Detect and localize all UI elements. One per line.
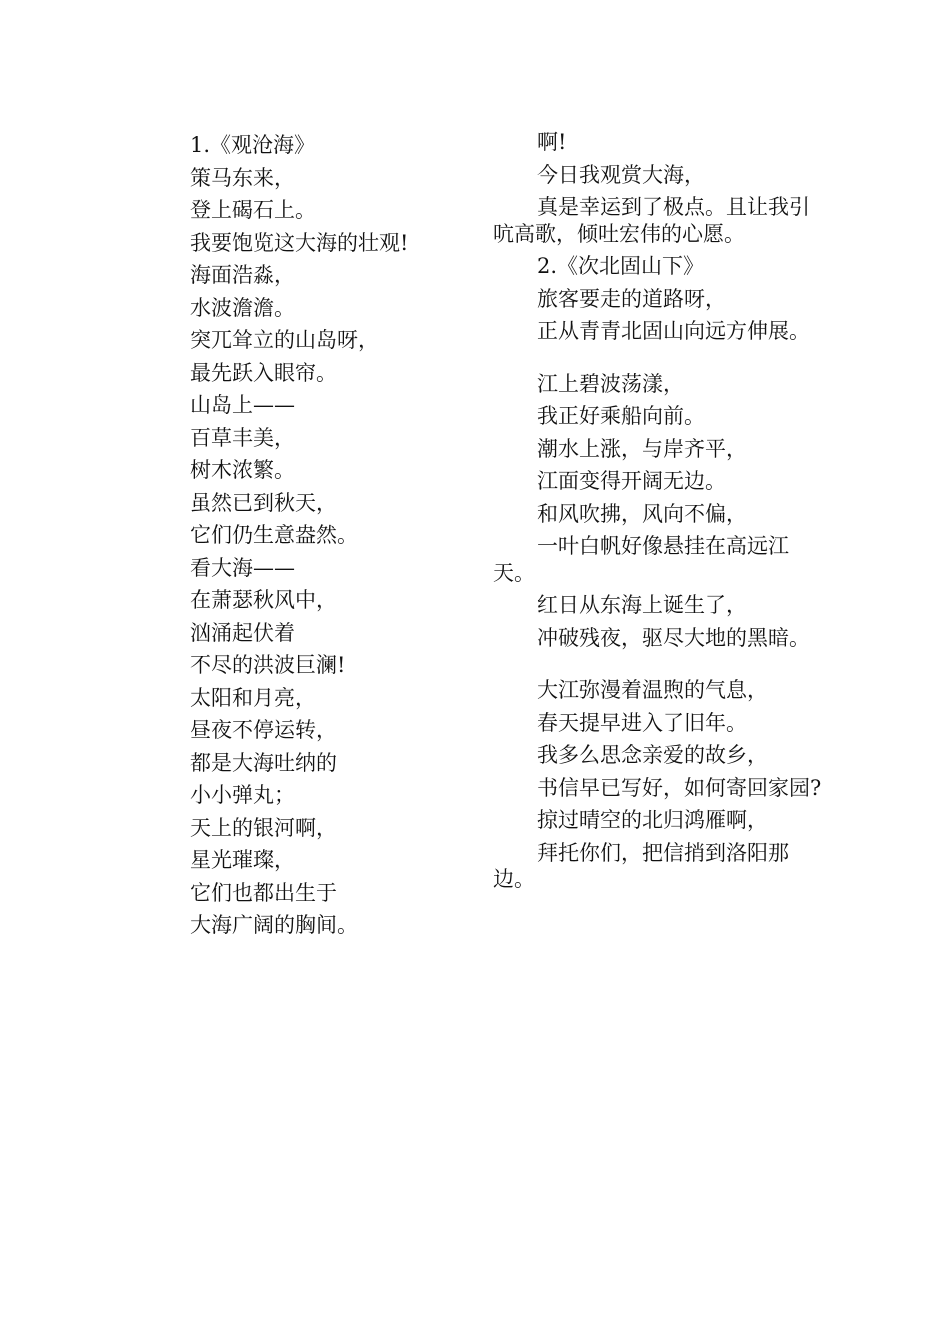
text-line: 春天提早进入了旧年。 xyxy=(537,710,747,735)
text-line: 登上碣石上。 xyxy=(190,198,316,222)
text-line: 它们也都出生于 xyxy=(190,880,337,905)
text-line: 太阳和月亮， xyxy=(190,685,316,710)
text-line: 小小弹丸； xyxy=(190,783,295,807)
text-line: 看大海—— xyxy=(190,555,295,580)
text-line: 我要饱览这大海的壮观! xyxy=(190,230,409,255)
text-line: 正从青青北固山向远方伸展。 xyxy=(537,319,810,343)
text-line: 山岛上—— xyxy=(190,393,295,417)
text-line: 最先跃入眼帘。 xyxy=(190,360,337,385)
text-line: 星光璀璨， xyxy=(190,848,295,872)
poem-title-ci-bei-gu-shan-xia: 2.《次北固山下》 xyxy=(537,254,705,278)
text-line: 天上的银河啊， xyxy=(190,815,337,840)
text-line: 它们仍生意盎然。 xyxy=(190,523,358,547)
text-line: 潮水上涨，与岸齐平， xyxy=(537,436,747,461)
text-line: 树木浓繁。 xyxy=(190,458,295,482)
text-line: 在萧瑟秋风中， xyxy=(190,588,337,612)
text-line: 不尽的洪波巨澜! xyxy=(190,653,346,677)
text-line: 都是大海吐纳的 xyxy=(190,750,337,775)
text-line: 江上碧波荡漾， xyxy=(537,371,684,396)
text-line: 大海广阔的胸间。 xyxy=(190,913,358,937)
text-line: 汹涌起伏着 xyxy=(190,620,295,645)
text-line: 拜托你们，把信捎到洛阳那边。 xyxy=(493,840,789,891)
poem-title-guan-cang-hai: 1.《观沧海》 xyxy=(190,133,316,157)
text-line: 我多么思念亲爱的故乡， xyxy=(537,743,768,767)
text-line: 掠过晴空的北归鸿雁啊， xyxy=(537,808,768,832)
text-line: 和风吹拂，风向不偏， xyxy=(537,501,747,526)
right-column xyxy=(493,129,823,899)
text-line: 大江弥漫着温煦的气息， xyxy=(537,678,768,702)
text-line: 虽然已到秋天， xyxy=(190,490,337,515)
text-line: 海面浩淼， xyxy=(190,263,295,287)
text-line: 突兀耸立的山岛呀， xyxy=(190,328,379,352)
text-line: 昼夜不停运转， xyxy=(190,718,337,742)
text-line: 旅客要走的道路呀， xyxy=(537,286,726,311)
text-line: 啊! xyxy=(537,130,567,154)
text-line: 策马东来， xyxy=(190,165,295,190)
text-line: 水波澹澹。 xyxy=(190,295,295,320)
left-column xyxy=(190,129,480,942)
text-line: 我正好乘船向前。 xyxy=(537,404,705,428)
text-line: 红日从东海上诞生了， xyxy=(537,593,747,617)
text-line: 百草丰美， xyxy=(190,425,295,450)
text-line: 冲破残夜，驱尽大地的黑暗。 xyxy=(537,625,810,650)
text-line: 书信早已写好，如何寄回家园? xyxy=(537,775,822,800)
text-line: 一叶白帆好像悬挂在高远江天。 xyxy=(493,534,789,585)
text-line: 江面变得开阔无边。 xyxy=(537,469,726,493)
text-line: 今日我观赏大海， xyxy=(537,162,705,187)
text-line: 真是幸运到了极点。且让我引吭高歌，倾吐宏伟的心愿。 xyxy=(493,195,810,246)
